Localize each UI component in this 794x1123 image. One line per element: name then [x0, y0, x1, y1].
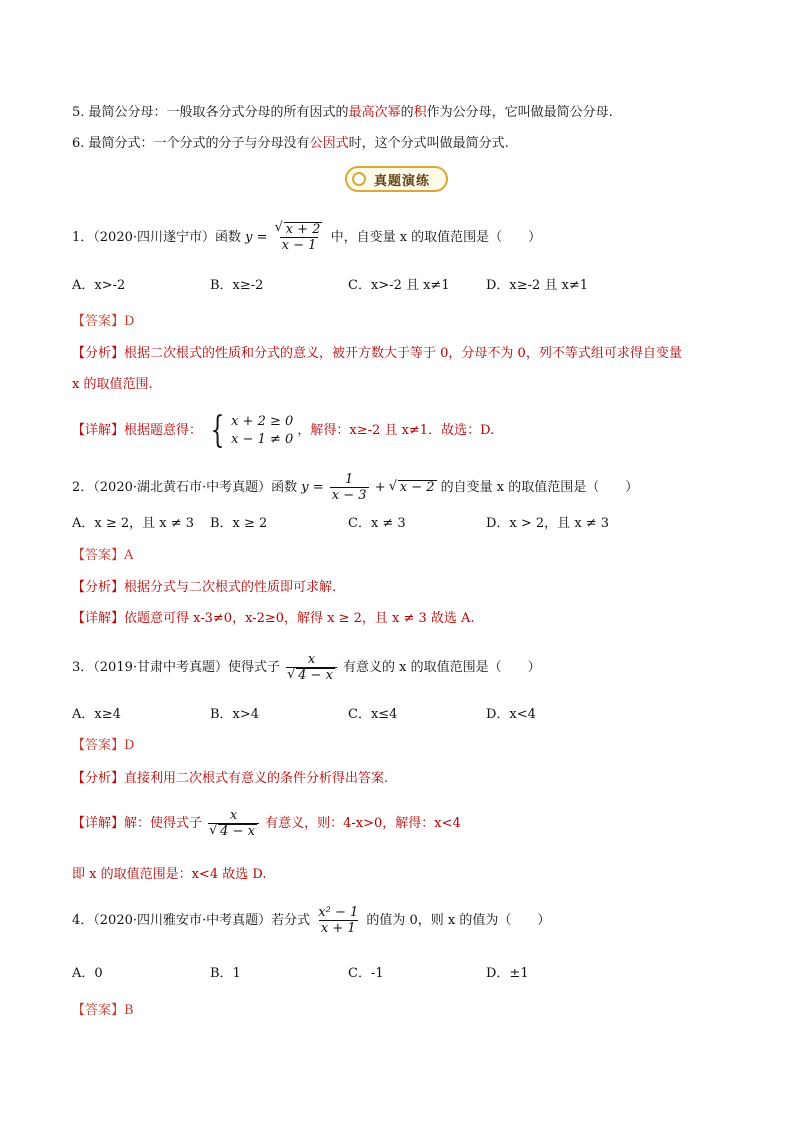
math-var: y =: [301, 480, 324, 495]
q2-option-b: B．x ≥ 2: [210, 516, 268, 531]
q4-option-b: B．1: [210, 966, 241, 981]
q3-option-b: B．x>4: [210, 707, 260, 722]
radicand: 4 − x: [220, 823, 255, 839]
section-banner: [345, 166, 448, 192]
answer-label: 【答案】: [72, 548, 125, 563]
q2-option-d: D．x > 2，且 x ≠ 3: [486, 516, 610, 531]
stem-text: 中，自变量 x 的取值范围是（ ）: [330, 230, 542, 245]
detail-label: 【详解】: [72, 816, 125, 831]
q1-analysis: [72, 345, 682, 363]
stem-text: 3．（2019·甘肃中考真题）使得式子: [72, 660, 280, 675]
highlight-text: 积: [413, 105, 427, 120]
detail-text: ，解得：x≥-2 且 x≠1．故选：D.: [297, 423, 495, 438]
analysis-text: 根据二次根式的性质和分式的意义，被开方数大于等于 0，分母不为 0，列不等式组可求得自变量: [124, 346, 682, 361]
numerator: x: [307, 651, 316, 667]
q1-option-b: B．x≥-2: [210, 278, 264, 293]
q3-detail-cont: 即 x 的取值范围是：x<4 故选 D.: [72, 867, 267, 882]
banner-label: 真题演练: [374, 173, 431, 189]
analysis-label: 【分析】: [72, 580, 125, 595]
circle-icon: [352, 172, 366, 186]
detail-text: 根据题意得：: [124, 423, 203, 438]
stem-text: 2．（2020·湖北黄石市·中考真题）函数: [72, 480, 298, 495]
denominator: x − 1: [281, 238, 317, 253]
detail-label: 【详解】: [72, 423, 125, 438]
inequality-1: x + 2 ≥ 0: [231, 413, 294, 429]
question-4-stem: [72, 903, 550, 939]
radicand: 4 − x: [298, 667, 333, 683]
item-number: 6.: [72, 136, 85, 151]
equation-system: { x + 2 ≥ 0 x − 1 ≠ 0: [210, 409, 294, 451]
q2-option-a: A．x ≥ 2，且 x ≠ 3: [72, 516, 195, 531]
question-1-stem: [72, 220, 541, 256]
detail-text: 解：使得式子: [124, 816, 203, 831]
fraction: [330, 473, 369, 503]
radicand: x − 2: [399, 480, 435, 495]
sqrt: [390, 470, 437, 506]
detail-text: 有意义，则：4-x>0，解得：x<4: [265, 816, 461, 831]
denominator: x + 1: [320, 920, 356, 936]
radicand: x + 2: [285, 222, 321, 237]
answer-value: D: [124, 738, 135, 753]
stem-text: 的自变量 x 的取值范围是（ ）: [440, 480, 639, 495]
detail-text: 依题意可得 x-3≠0，x-2≥0，解得 x ≥ 2，且 x ≠ 3 故选 A.: [124, 611, 475, 626]
answer-label: 【答案】: [72, 738, 125, 753]
sqrt: [210, 824, 257, 839]
analysis-text: 直接利用二次根式有意义的条件分析得出答案.: [124, 771, 389, 786]
q3-option-d: D．x<4: [486, 707, 536, 722]
analysis-label: 【分析】: [72, 346, 125, 361]
stem-text: 1．（2020·四川遂宁市）函数: [72, 230, 241, 245]
q4-option-c: C．-1: [348, 966, 384, 981]
intro-line-5: [72, 104, 613, 122]
item-number: 5.: [72, 105, 85, 120]
q2-analysis: [72, 579, 336, 597]
operator: +: [374, 480, 386, 495]
fraction: [274, 222, 325, 253]
answer-value: A: [124, 548, 134, 563]
q4-option-a: A．0: [72, 966, 103, 981]
text: 最简公分母：一般取各分式分母的所有因式的: [88, 105, 349, 120]
answer-label: 【答案】: [72, 1003, 125, 1018]
numerator: x: [229, 807, 238, 823]
q1-answer: [72, 313, 134, 331]
numerator: x² − 1: [318, 904, 359, 920]
numerator: 1: [345, 471, 354, 487]
q1-analysis-cont: x 的取值范围.: [72, 377, 153, 392]
question-2-stem: [72, 470, 638, 506]
q4-option-d: D．±1: [486, 966, 529, 981]
q3-option-a: A．x≥4: [72, 707, 121, 722]
q3-analysis: [72, 770, 388, 788]
text: 的: [400, 105, 414, 120]
sqrt: [276, 222, 323, 237]
q2-answer: [72, 547, 133, 565]
text: 作为公分母，它叫做最简公分母.: [426, 105, 613, 120]
text: 最简分式：一个分式的分子与分母没有: [88, 136, 310, 151]
fraction: [316, 906, 360, 936]
answer-value: B: [124, 1003, 134, 1018]
intro-line-6: [72, 135, 509, 153]
answer-value: D: [124, 314, 135, 329]
sqrt: [288, 668, 335, 683]
highlight-text: 公因式: [309, 136, 349, 151]
question-3-stem: [72, 650, 541, 686]
inequality-2: x − 1 ≠ 0: [231, 431, 294, 447]
stem-text: 有意义的 x 的取值范围是（ ）: [343, 660, 541, 675]
q1-option-d: D．x≥-2 且 x≠1: [486, 278, 589, 293]
q2-option-c: C．x ≠ 3: [348, 516, 406, 531]
q3-detail: [72, 806, 461, 842]
q2-detail: [72, 610, 475, 628]
q1-option-c: C．x>-2 且 x≠1: [348, 278, 450, 293]
text: 时，这个分式叫做最简分式.: [348, 136, 509, 151]
analysis-label: 【分析】: [72, 771, 125, 786]
q3-answer: [72, 737, 134, 755]
analysis-text: 根据分式与二次根式的性质即可求解.: [124, 580, 337, 595]
q4-answer: [72, 1002, 134, 1020]
answer-label: 【答案】: [72, 314, 125, 329]
fraction: [208, 809, 259, 839]
stem-text: 4．（2020·四川雅安市·中考真题）若分式: [72, 913, 311, 928]
fraction: [286, 653, 337, 683]
detail-label: 【详解】: [72, 611, 125, 626]
stem-text: 的值为 0，则 x 的值为（ ）: [366, 913, 551, 928]
q3-option-c: C．x≤4: [348, 707, 398, 722]
q1-option-a: A．x>-2: [72, 278, 126, 293]
highlight-text: 最高次幂: [348, 105, 401, 120]
denominator: x − 3: [331, 487, 367, 503]
math-var: y =: [245, 230, 268, 245]
q1-detail: [72, 411, 494, 451]
